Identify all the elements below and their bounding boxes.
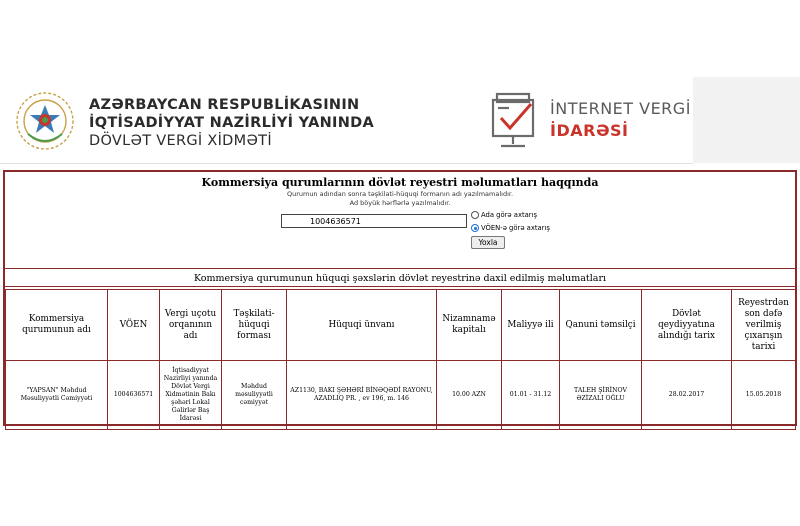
ivd-line-1: İNTERNET VERGİ: [550, 99, 691, 118]
ivd-line-2: İDARƏSİ: [550, 121, 629, 140]
radio-button-name[interactable]: [471, 211, 479, 219]
cell-extract-date: 15.05.2018: [732, 361, 796, 430]
cell-registration-date: 28.02.2017: [642, 361, 732, 430]
form-hint-1: Qurumun adından sonra təşkilati-hüquqi formanın adı yazılmamalıdır.: [286, 190, 514, 198]
column-header: Dövlət qeydiyyatına alındığı tarix: [642, 290, 732, 361]
column-header: Reyestrdən son dəfə verilmiş çıxarışın tarixi: [732, 290, 796, 361]
column-header: Qanuni təmsilçi: [560, 290, 642, 361]
cell-tax-office: İqtisadiyyat Nazirliyi yanında Dövlət Vergi Xidmətinin Bakı şəhəri Lokal Gəlirlər Baş İdarəsi: [160, 361, 222, 430]
ministry-line-3: DÖVLƏT VERGİ XİDMƏTİ: [89, 133, 272, 149]
column-header: VÖEN: [108, 290, 160, 361]
radio-label-voen: VÖEN-ə görə axtarış: [481, 224, 550, 232]
radio-search-by-voen[interactable]: [471, 224, 550, 232]
column-header: Maliyyə ili: [502, 290, 560, 361]
results-section: [5, 268, 795, 424]
cell-company-name: "YAPSAN" Məhdud Məsuliyyətli Cəmiyyəti: [6, 361, 108, 430]
ministry-line-2: İQTİSADİYYAT NAZİRLİYİ YANINDA: [89, 115, 375, 131]
monitor-checkmark-icon[interactable]: [487, 92, 539, 150]
cell-charter-capital: 10.00 AZN: [437, 361, 502, 430]
table-row: [6, 361, 796, 430]
column-header: Vergi uçotu orqanının adı: [160, 290, 222, 361]
ministry-line-1: AZƏRBAYCAN RESPUBLİKASININ: [89, 97, 360, 113]
radio-button-voen[interactable]: [471, 224, 479, 232]
ministry-title: [89, 96, 374, 150]
results-title: Kommersiya qurumunun hüquqi şəxslərin dövlət reyestrinə daxil edilmiş məlumatları: [5, 268, 795, 287]
form-hint-2: Ad böyük hərflərlə yazılmalıdır.: [349, 199, 451, 207]
header-right-background: [693, 77, 800, 163]
cell-legal-representative: TALEH ŞİRİNOV ƏZİZALI OĞLU: [560, 361, 642, 430]
table-header-row: [6, 290, 796, 361]
column-header: Kommersiya qurumunun adı: [6, 290, 108, 361]
state-emblem-icon: [14, 90, 76, 152]
radio-label-name: Ada görə axtarış: [481, 211, 538, 219]
column-header: Təşkilati-hüquqi forması: [222, 290, 287, 361]
cell-legal-address: AZ1130, BAKI ŞƏHƏRİ BİNƏQƏDİ RAYONU, AZADLIQ PR. , ev 196, m. 146: [287, 361, 437, 430]
column-header: Hüquqi ünvanı: [287, 290, 437, 361]
results-table: [5, 289, 796, 430]
ivd-title[interactable]: [550, 98, 691, 142]
cell-voen: 1004636571: [108, 361, 160, 430]
cell-legal-form: Məhdud məsuliyyətli cəmiyyət: [222, 361, 287, 430]
radio-search-by-name[interactable]: [471, 211, 537, 219]
check-button[interactable]: Yoxla: [471, 236, 505, 249]
voen-search-input[interactable]: [281, 214, 467, 228]
form-title: Kommersiya qurumlarının dövlət reyestri məlumatları haqqında: [201, 176, 599, 189]
column-header: Nizamnamə kapitalı: [437, 290, 502, 361]
cell-financial-year: 01.01 - 31.12: [502, 361, 560, 430]
registry-panel: [3, 170, 797, 426]
